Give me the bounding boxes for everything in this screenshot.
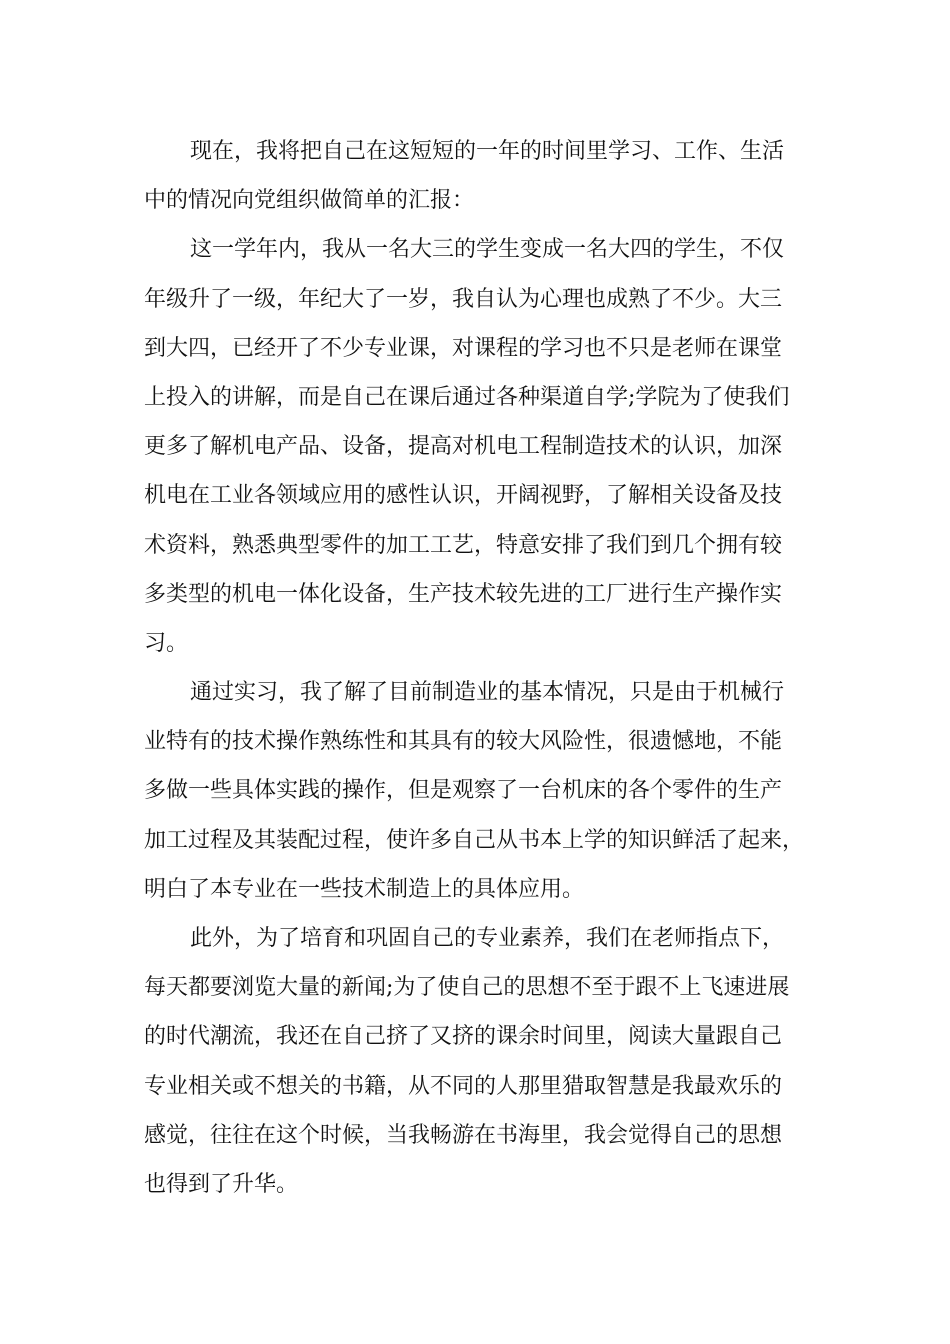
text-line: 明白了本专业在一些技术制造上的具体应用。 <box>144 876 585 902</box>
text-line: 感觉，往往在这个时候，当我畅游在书海里，我会觉得自己的思想 <box>144 1122 783 1148</box>
text-line: 此外，为了培育和巩固自己的专业素养，我们在老师指点下， <box>190 926 785 951</box>
paragraph-reading <box>144 914 809 1209</box>
text-line: 更多了解机电产品、设备，提高对机电工程制造技术的认识，加深 <box>144 434 783 460</box>
paragraph-internship <box>144 668 809 914</box>
text-line: 术资料，熟悉典型零件的加工工艺，特意安排了我们到几个拥有较 <box>144 532 783 558</box>
text-line: 机电在工业各领域应用的感性认识，开阔视野，了解相关设备及技 <box>144 483 783 509</box>
text-line: 通过实习，我了解了目前制造业的基本情况，只是由于机械行 <box>190 680 785 706</box>
body-text <box>144 127 809 1209</box>
text-line: 到大四，已经开了不少专业课，对课程的学习也不只是老师在课堂 <box>144 335 783 361</box>
text-line: 中的情况向党组织做简单的汇报： <box>144 188 475 214</box>
text-line: 多做一些具体实践的操作，但是观察了一台机床的各个零件的生产 <box>144 778 783 804</box>
text-line: 专业相关或不想关的书籍，从不同的人那里猎取智慧是我最欢乐的 <box>144 1073 783 1099</box>
text-line: 每天都要浏览大量的新闻;为了使自己的思想不至于跟不上飞速进展 <box>144 975 790 1001</box>
text-line: 上投入的讲解，而是自己在课后通过各种渠道自学;学院为了使我们 <box>144 384 790 410</box>
text-line: 这一学年内，我从一名大三的学生变成一名大四的学生，不仅 <box>190 237 785 263</box>
paragraph-report-intro <box>144 127 809 225</box>
paragraph-study <box>144 225 809 668</box>
text-line: 加工过程及其装配过程，使许多自己从书本上学的知识鲜活了起来， <box>144 827 805 853</box>
text-line: 业特有的技术操作熟练性和其具有的较大风险性，很遗憾地，不能 <box>144 729 783 755</box>
text-line: 多类型的机电一体化设备，生产技术较先进的工厂进行生产操作实 <box>144 581 783 607</box>
text-line: 年级升了一级，年纪大了一岁，我自认为心理也成熟了不少。大三 <box>144 286 783 312</box>
text-line: 的时代潮流，我还在自己挤了又挤的课余时间里，阅读大量跟自己 <box>144 1024 783 1050</box>
text-line: 习。 <box>144 630 189 656</box>
text-line: 也得到了升华。 <box>144 1171 299 1197</box>
text-line: 现在，我将把自己在这短短的一年的时间里学习、工作、生活 <box>190 139 785 164</box>
